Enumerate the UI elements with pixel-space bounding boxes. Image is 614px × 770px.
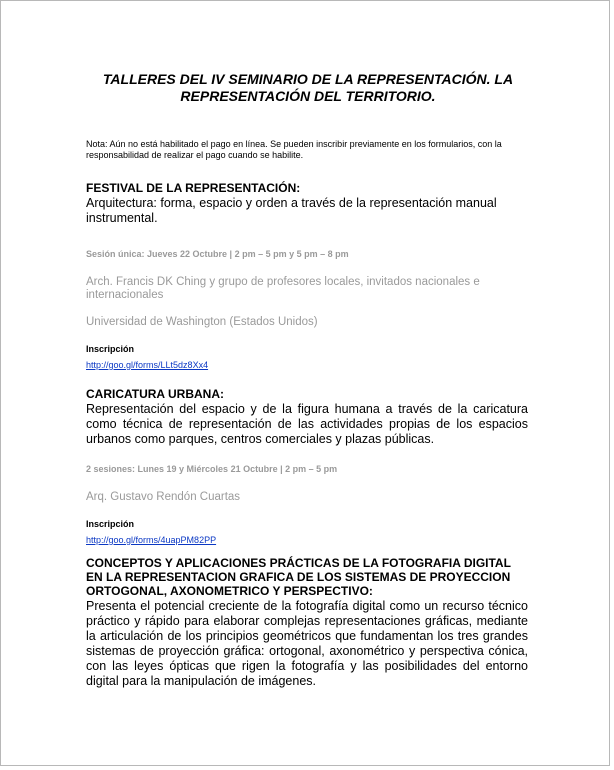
workshop-presenter: Arq. Gustavo Rendón Cuartas xyxy=(86,491,241,503)
inscription-label: Inscripción xyxy=(86,519,135,529)
inscription-label: Inscripción xyxy=(86,344,135,354)
workshop-session: 2 sesiones: Lunes 19 y Miércoles 21 Octubre | 2 pm – 5 pm xyxy=(86,464,338,474)
payment-note: Nota: Aún no está habilitado el pago en línea. Se pueden inscribir previamente en los formularios, con la responsabilidad de realizar el pago cuando se habilite. xyxy=(86,139,502,160)
workshop-description: Representación del espacio y de la figura humana a través de la caricatura como técnica de representación de las actividades propias de los espacios urbanos como parques, centros comerciales y plazas públicas. xyxy=(86,402,528,446)
workshop-institution: Universidad de Washington (Estados Unidos) xyxy=(86,316,318,328)
workshop-heading: CONCEPTOS Y APLICACIONES PRÁCTICAS DE LA FOTOGRAFIA DIGITAL EN LA REPRESENTACION GRAFICA DE LOS SISTEMAS DE PROYECCION ORTOGONAL, AXONOMETRICO Y PERSPECTIVO: xyxy=(86,556,511,598)
workshop-caricatura xyxy=(86,387,528,548)
inscription-link[interactable]: http://goo.gl/forms/LLt5dz8Xx4 xyxy=(86,360,209,370)
inscription-link[interactable]: http://goo.gl/forms/4uapPM82PP xyxy=(86,535,217,545)
workshop-heading: CARICATURA URBANA: xyxy=(86,387,224,401)
workshop-session: Sesión única: Jueves 22 Octubre | 2 pm – 5 pm y 5 pm – 8 pm xyxy=(86,249,349,259)
workshop-description: Presenta el potencial creciente de la fotografía digital como un recurso técnico práctico y rápido para elaborar complejas representaciones gráficas, mediante la articulación de los principios geométricos que fundamentan los tres grandes sistemas de proyección gráfica: ortogonal, axonométrico y perspectiva cónica, con las leyes ópticas que rigen la fotografía y las posibilidades del entorno digital para la manipulación de imágenes. xyxy=(86,599,528,688)
document-title: TALLERES DEL IV SEMINARIO DE LA REPRESENTACIÓN. LA REPRESENTACIÓN DEL TERRITORIO. xyxy=(102,71,514,104)
workshop-fotografia xyxy=(86,556,528,689)
workshop-description: Arquitectura: forma, espacio y orden a través de la representación manual instrumental. xyxy=(86,196,497,225)
workshop-heading: FESTIVAL DE LA REPRESENTACIÓN: xyxy=(86,181,301,195)
workshop-presenter: Arch. Francis DK Ching y grupo de profesores locales, invitados nacionales e internacionales xyxy=(86,276,480,301)
workshop-festival xyxy=(86,181,528,373)
